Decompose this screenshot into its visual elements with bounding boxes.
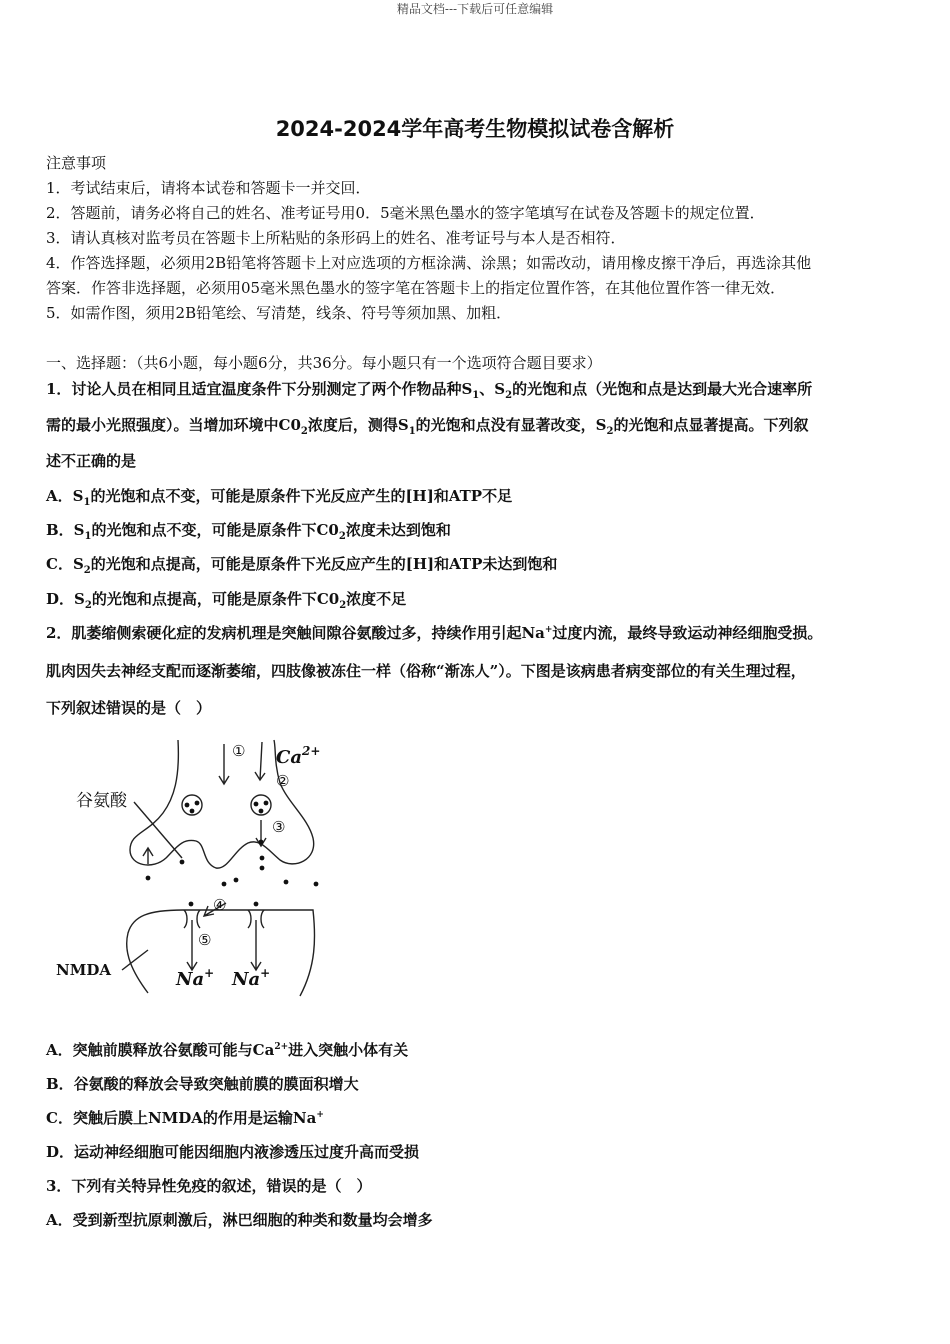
note-item: 1．考试结束后，请将本试卷和答题卡一并交回． <box>46 179 371 197</box>
sodium-label-1: Na+ <box>176 966 215 990</box>
marker-2: ② <box>276 772 290 790</box>
q2-option-a: A．突触前膜释放谷氨酸可能与$Ca^{2+}$进入突触小体有关 <box>46 1041 409 1059</box>
header-watermark: 精品文档---下载后可任意编辑 <box>396 2 554 16</box>
nmda-label: NMDA <box>56 961 111 979</box>
q1-option-b: B．$S_1$的光饱和点不变，可能是原条件下$C0_2$浓度未达到饱和 <box>46 521 451 542</box>
marker-1: ① <box>232 742 246 760</box>
q2-option-b: B．谷氨酸的释放会导致突触前膜的膜面积增大 <box>46 1075 359 1093</box>
note-item: 2．答题前，请务必将自己的姓名、准考证号用0．5毫米黑色墨水的签字笔填写在试卷及答题卡的规定位置． <box>46 204 765 222</box>
q2-stem-line2: 肌肉因失去神经支配而逐渐萎缩，四肢像被冻住一样（俗称“渐冻人”）。下图是该病患者病变部位的有关生理过程， <box>46 662 806 680</box>
sodium-label-2: Na+ <box>232 966 271 990</box>
q1-stem-line1: 1．讨论人员在相同且适宜温度条件下分别测定了两个作物品种$S_1$、$S_2$的光饱和点（光饱和点是达到最大光合速率所 <box>46 380 813 401</box>
q1-option-c: C．$S_2$的光饱和点提高，可能是原条件下光反应产生的[H]和ATP未达到饱和 <box>46 555 558 576</box>
q2-option-d: D．运动神经细胞可能因细胞内液渗透压过度升高而受损 <box>46 1143 420 1161</box>
q1-option-d: D．$S_2$的光饱和点提高，可能是原条件下$C0_2$浓度不足 <box>46 590 407 611</box>
section-heading: 一、选择题：（共6小题，每小题6分，共36分。每小题只有一个选项符合题目要求） <box>46 354 602 372</box>
note-item: 答案．作答非选择题，必须用05毫米黑色墨水的签字笔在答题卡上的指定位置作答，在其他位置作答一律无效． <box>46 279 786 297</box>
q3-stem: 3．下列有关特异性免疫的叙述，错误的是（ ） <box>46 1177 372 1195</box>
synapse-diagram <box>48 738 348 1003</box>
note-item: 5．如需作图，须用2B铅笔绘、写清楚，线条、符号等须加黑、加粗． <box>46 304 512 322</box>
notes-heading: 注意事项 <box>46 154 107 172</box>
q1-stem-line2: 需的最小光照强度）。当增加环境中$C0_2$浓度后，测得$S_1$的光饱和点没有显著改变，$S_2$的光饱和点显著提高。下列叙 <box>46 416 809 437</box>
glutamate-label: 谷氨酸 <box>76 791 127 811</box>
page-title: 2024-2024学年高考生物模拟试卷含解析 <box>275 117 675 141</box>
marker-5: ⑤ <box>198 931 212 949</box>
marker-3: ③ <box>272 818 286 836</box>
q2-option-c: C．突触后膜上NMDA的作用是运输Na+ <box>46 1109 324 1127</box>
note-item: 4．作答选择题，必须用2B铅笔将答题卡上对应选项的方框涂满、涂黑；如需改动，请用橡皮擦干净后，再选涂其他 <box>46 254 812 272</box>
note-item: 3．请认真核对监考员在答题卡上所粘贴的条形码上的姓名、准考证号与本人是否相符． <box>46 229 626 247</box>
calcium-label: $Ca^{2+}$ <box>276 744 321 768</box>
q1-option-a: A．$S_1$的光饱和点不变，可能是原条件下光反应产生的[H]和ATP不足 <box>46 487 513 508</box>
q2-stem-line1: 2．肌萎缩侧索硬化症的发病机理是突触间隙谷氨酸过多，持续作用引起Na+过度内流，最终导致运动神经细胞受损。 <box>46 624 823 642</box>
q1-stem-line3: 述不正确的是 <box>46 452 137 470</box>
marker-4: ④ <box>213 896 227 914</box>
q2-stem-line3: 下列叙述错误的是（ ） <box>46 699 212 717</box>
q3-option-a: A．受到新型抗原刺激后，淋巴细胞的种类和数量均会增多 <box>46 1211 433 1229</box>
